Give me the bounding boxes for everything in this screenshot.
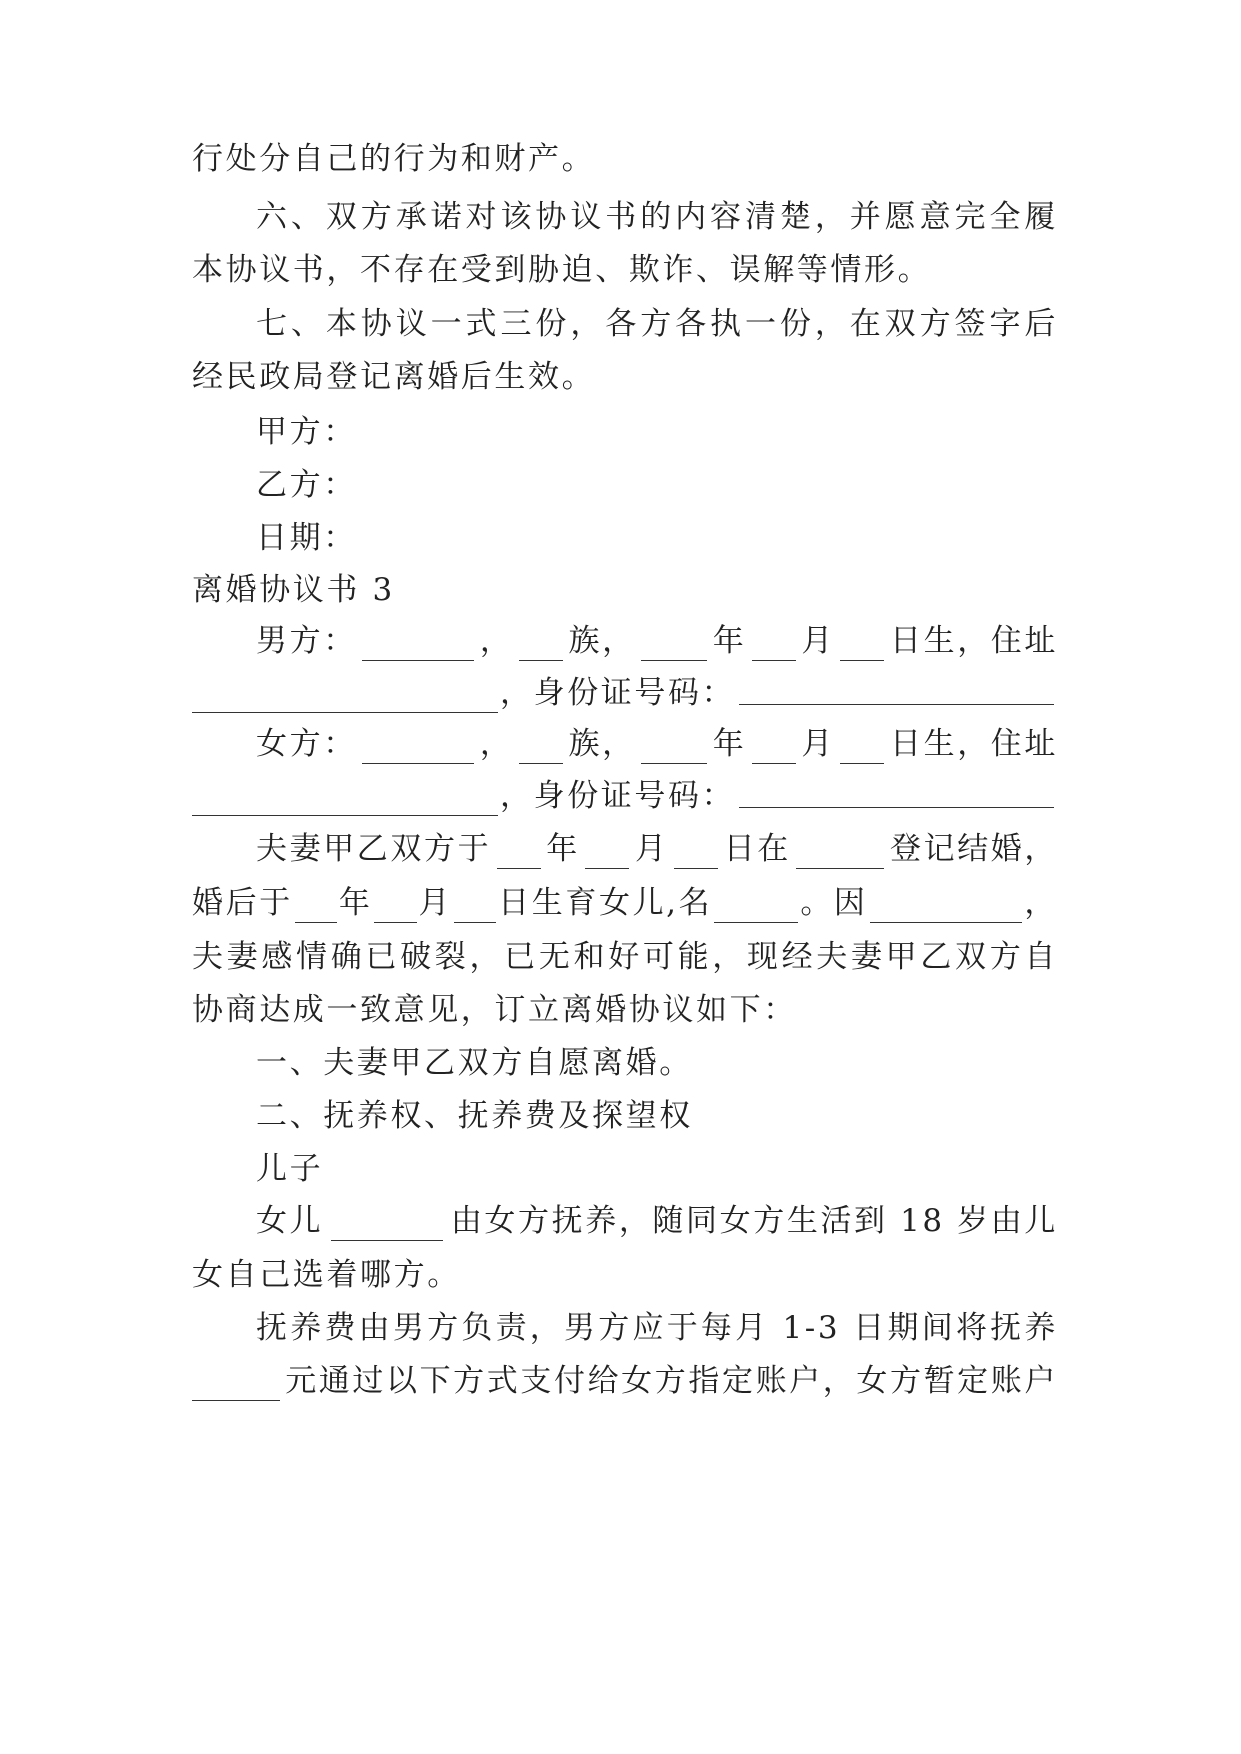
article-2-heading: 二、抚养权、抚养费及探望权 — [256, 1098, 693, 1134]
daughter-choice-line: 女自己选着哪方。 — [192, 1257, 461, 1293]
male-ethnicity-label: 族， — [568, 623, 636, 659]
female-month-blank — [752, 737, 796, 764]
support-fee-line-2 — [192, 1361, 1058, 1401]
clause-6-line-2: 本协议书，不存在受到胁迫、欺诈、误解等情形。 — [192, 252, 932, 288]
party-b-signature-label: 乙方： — [256, 467, 357, 503]
marriage-month-label: 月 — [635, 831, 669, 867]
female-id-blank — [739, 781, 1054, 808]
relationship-broken-line: 夫妻感情确已破裂，已无和好可能，现经夫妻甲乙双方自 — [192, 939, 1058, 975]
female-ethnicity-label: 族， — [568, 726, 636, 762]
support-amount-blank — [192, 1374, 280, 1401]
clause-7-line-1: 七、本协议一式三份，各方各执一份，在双方签字后 — [256, 306, 1058, 342]
marriage-day-label: 日在 — [723, 831, 791, 867]
male-name-blank — [362, 634, 474, 661]
female-birth-address-label: 日生，住址 — [890, 726, 1058, 762]
male-id-blank — [739, 678, 1054, 705]
male-comma: ， — [479, 623, 514, 659]
male-year-label: 年 — [712, 623, 747, 659]
marriage-registered-label: 登记结婚， — [890, 831, 1058, 867]
female-day-blank — [840, 737, 884, 764]
male-birth-address-label: 日生，住址 — [890, 623, 1058, 659]
marriage-day-blank — [674, 842, 718, 869]
male-month-blank — [752, 634, 796, 661]
daughter-name-label: 日生育女儿,名 — [498, 885, 713, 921]
female-label: 女方： — [256, 726, 357, 762]
reason-comma: ， — [1024, 885, 1058, 921]
daughter-label: 女儿 — [256, 1203, 324, 1239]
article-1: 一、夫妻甲乙双方自愿离婚。 — [256, 1045, 693, 1081]
female-month-label: 月 — [801, 726, 835, 762]
date-label: 日期： — [256, 520, 357, 556]
marriage-line-2 — [192, 883, 1058, 923]
male-label: 男方： — [256, 623, 357, 659]
male-year-blank — [641, 634, 707, 661]
reason-label: 。因 — [800, 885, 868, 921]
clause-6-line-1: 六、双方承诺对该协议书的内容清楚，并愿意完全履 — [256, 199, 1058, 235]
daughter-name-custody-blank — [331, 1214, 443, 1241]
female-id-label: ，身份证号码： — [500, 778, 736, 814]
male-info-line — [256, 621, 1058, 661]
female-address-id-line — [192, 776, 1058, 816]
male-day-blank — [840, 634, 884, 661]
support-payment-text: 元通过以下方式支付给女方指定账户，女方暂定账户 — [285, 1363, 1058, 1399]
birth-month-blank — [374, 896, 416, 923]
marriage-place-blank — [796, 842, 884, 869]
marriage-month-blank — [585, 842, 629, 869]
female-info-line — [256, 724, 1058, 764]
section-heading: 离婚协议书 3 — [192, 572, 395, 608]
female-comma: ， — [479, 726, 514, 762]
birth-day-blank — [454, 896, 496, 923]
support-fee-line-1: 抚养费由男方负责，男方应于每月 1-3 日期间将抚养 — [256, 1310, 1058, 1346]
birth-year-label: 年 — [338, 885, 373, 921]
party-a-signature-label: 甲方： — [256, 414, 357, 450]
daughter-custody-line — [256, 1201, 1058, 1241]
agreement-intro-line: 协商达成一致意见，订立离婚协议如下： — [192, 992, 797, 1028]
after-marriage-label: 婚后于 — [192, 885, 293, 921]
birth-month-label: 月 — [418, 885, 453, 921]
reason-blank — [870, 896, 1023, 923]
daughter-name-blank — [714, 896, 798, 923]
clause-5-tail: 行处分自己的行为和财产。 — [192, 141, 596, 177]
clause-7-line-2: 经民政局登记离婚后生效。 — [192, 359, 596, 395]
marriage-intro: 夫妻甲乙双方于 — [256, 831, 492, 867]
male-ethnicity-blank — [519, 634, 563, 661]
female-name-blank — [362, 737, 474, 764]
female-year-label: 年 — [712, 726, 747, 762]
custody-text: 由女方抚养，随同女方生活到 18 岁由儿 — [450, 1203, 1058, 1239]
marriage-year-blank — [497, 842, 541, 869]
male-id-label: ，身份证号码： — [500, 675, 736, 711]
male-address-id-line — [192, 673, 1058, 713]
male-month-label: 月 — [801, 623, 835, 659]
female-address-blank — [192, 789, 498, 816]
son-label: 儿子 — [256, 1151, 324, 1187]
marriage-year-label: 年 — [546, 831, 580, 867]
marriage-line-1 — [256, 829, 1058, 869]
female-ethnicity-blank — [519, 737, 563, 764]
female-year-blank — [641, 737, 707, 764]
birth-year-blank — [295, 896, 337, 923]
male-address-blank — [192, 686, 498, 713]
